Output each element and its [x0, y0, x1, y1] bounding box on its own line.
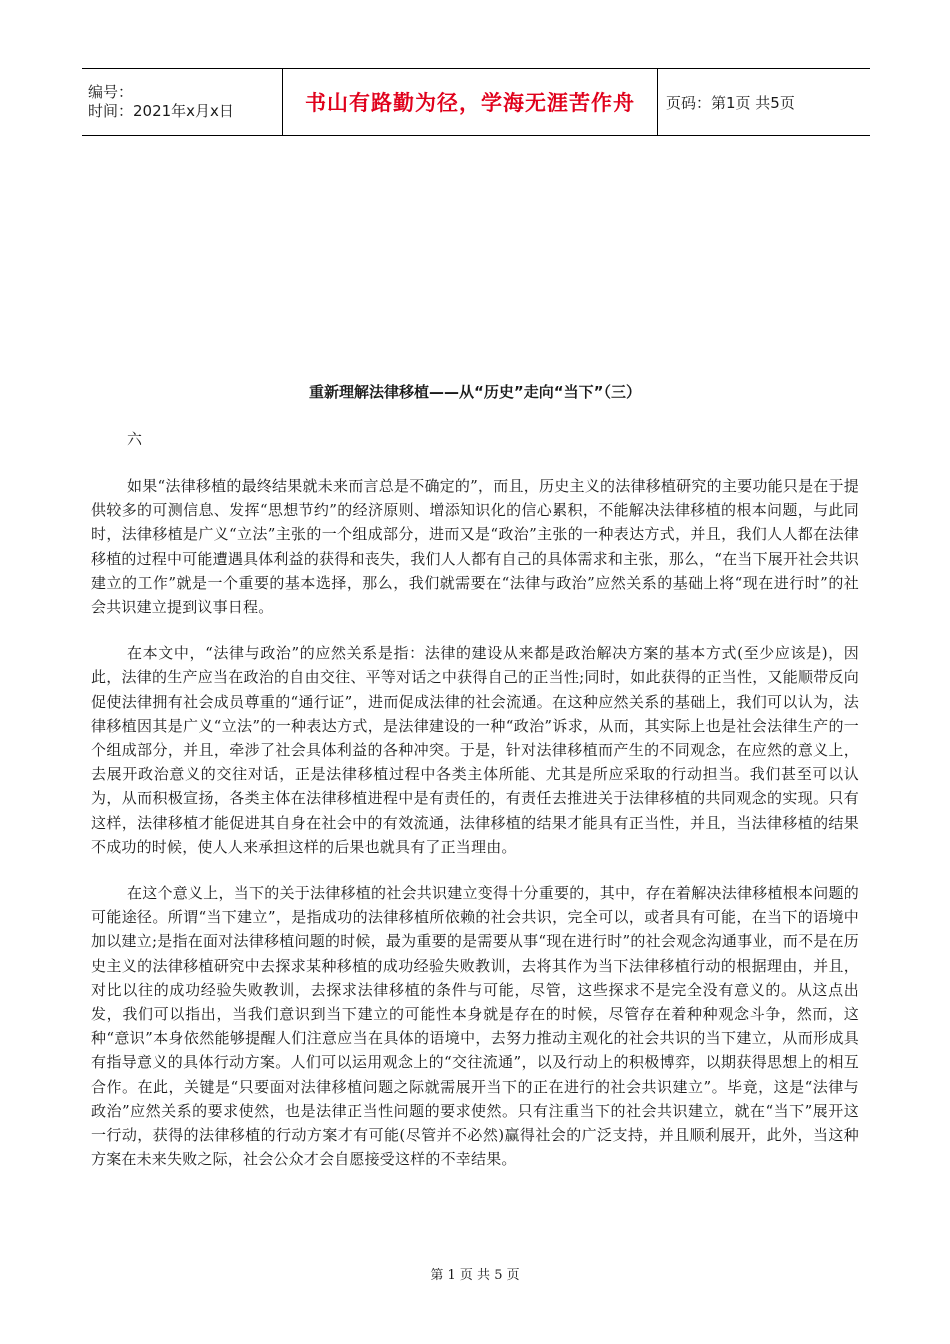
document-time-label: 时间：2021年x月x日 — [88, 102, 234, 120]
document-body — [91, 474, 859, 1193]
header-page-code-cell — [658, 69, 870, 135]
page-header — [82, 68, 870, 136]
header-motto-cell — [283, 69, 658, 135]
header-meta — [82, 69, 283, 135]
paragraph: 在本文中，“法律与政治”的应然关系是指：法律的建设从来都是政治解决方案的基本方式(至少应该是)，因此，法律的生产应当在政治的自由交往、平等对话之中获得自己的正当性;同时，如此获得的正当性，又能顺带反向促使法律拥有社会成员尊重的“通行证”，进而促成法律的社会流通。在这种应然关系的基础上，我们可以认为，法律移植因其是广义“立法”的一种表达方式，是法律建设的一种“政治”诉求，从而，其实际上也是社会法律生产的一个组成部分，并且，牵涉了社会具体利益的各种冲突。于是，针对法律移植而产生的不同观念，在应然的意义上，去展开政治意义的交往对话，正是法律移植过程中各类主体所能、尤其是所应采取的行动担当。我们甚至可以认为，从而积极宣扬，各类主体在法律移植进程中是有责任的，有责任去推进关于法律移植的共同观念的实现。只有这样，法律移植才能促进其自身在社会中的有效流通，法律移植的结果才能具有正当性，并且，当法律移植的结果不成功的时候，使人人来承担这样的后果也就具有了正当理由。 — [91, 644, 859, 856]
section-number: 六 — [127, 430, 143, 448]
paragraph: 如果“法律移植的最终结果就未来而言总是不确定的”，而且，历史主义的法律移植研究的主要功能只是在于提供较多的可测信息、发挥“思想节约”的经济原则、增添知识化的信心累积，不能解决法律移植的根本问题，与此同时，法律移植是广义“立法”主张的一个组成部分，进而又是“政治”主张的一种表达方式，并且，我们人人都在法律移植的过程中可能遭遇具体利益的获得和丧失，我们人人都有自己的具体需求和主张，那么，“在当下展开社会共识建立的工作”就是一个重要的基本选择，那么，我们就需要在“法律与政治”应然关系的基础上将“现在进行时”的社会共识建立提到议事日程。 — [91, 477, 859, 617]
header-page-code: 页码：第1页 共5页 — [666, 93, 795, 112]
paragraph: 在这个意义上，当下的关于法律移植的社会共识建立变得十分重要的，其中，存在着解决法律移植根本问题的可能途径。所谓“当下建立”，是指成功的法律移植所依赖的社会共识，完全可以，或者具有可能，在当下的语境中加以建立;是指在面对法律移植问题的时候，最为重要的是需要从事“现在进行时”的社会观念沟通事业，而不是在历史主义的法律移植研究中去探求某种移植的成功经验失败教训，去将其作为当下法律移植行动的根据理由，并且，对比以往的成功经验失败教训，去探求法律移植的条件与可能，尽管，这些探求不是完全没有意义的。从这点出发，我们可以指出，当我们意识到当下建立的可能性本身就是存在的时候，尽管存在着种种观念斗争，然而，这种“意识”本身依然能够提醒人们注意应当在具体的语境中，去努力推动主观化的社会共识的当下建立，从而形成具有指导意义的具体行动方案。人们可以运用观念上的“交往流通”，以及行动上的积极博弈，以期获得思想上的相互合作。在此，关键是“只要面对法律移植问题之际就需展开当下的正在进行的社会共识建立”。毕竟，这是“法律与政治”应然关系的要求使然，也是法律正当性问题的要求使然。只有注重当下的社会共识建立，就在“当下”展开这一行动，获得的法律移植的行动方案才有可能(尽管并不必然)赢得社会的广泛支持，并且顺利展开，此外，当这种方案在未来失败之际，社会公众才会自愿接受这样的不幸结果。 — [91, 884, 859, 1169]
document-number-label: 编号： — [88, 83, 134, 101]
header-motto: 书山有路勤为径，学海无涯苦作舟 — [305, 91, 635, 115]
page-footer: 第 1 页 共 5 页 — [430, 1268, 520, 1283]
document-title: 重新理解法律移植——从“历史”走向“当下”（三） — [309, 383, 641, 401]
